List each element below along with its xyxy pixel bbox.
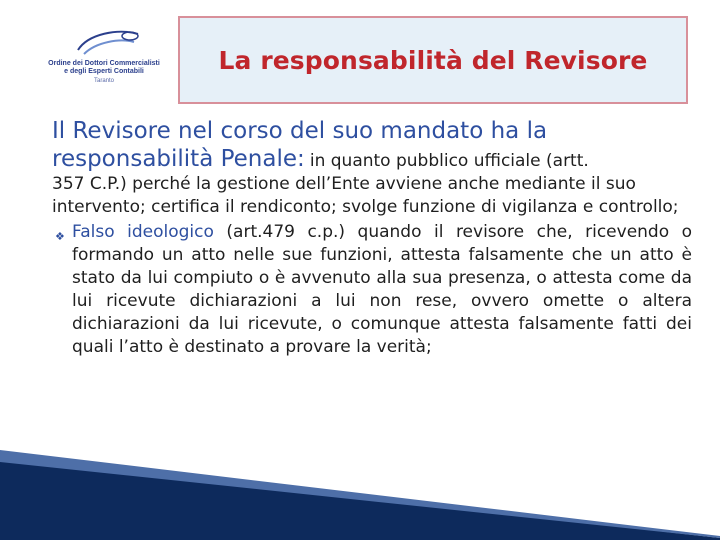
- body-paragraph: 357 C.P.) perché la gestione dell’Ente avviene anche mediante il suo intervento; certifica il rendiconto; svolge funzione di vigilanza e controllo;: [52, 174, 679, 217]
- logo-line-1: Ordine dei Dottori Commercialisti: [48, 60, 160, 67]
- bullet-item: [52, 221, 692, 359]
- title-box: [178, 16, 688, 104]
- heading-penale: responsabilità Penale:: [52, 146, 305, 172]
- slide-title: La responsabilità del Revisore: [218, 45, 648, 75]
- logo-line-3: Taranto: [93, 78, 114, 84]
- heading-line-2: [52, 145, 692, 173]
- bullet-square-icon: ❖: [55, 230, 65, 243]
- bullet-lead: Falso ideologico: [72, 222, 214, 242]
- slide-body: [52, 117, 692, 359]
- heading-line-1: Il Revisore nel corso del suo mandato ha la: [52, 118, 548, 144]
- decorative-bottom-swoosh: [0, 450, 720, 540]
- logo-swirl-icon: [68, 24, 148, 60]
- logo-line-2: e degli Esperti Contabili: [64, 68, 144, 75]
- bullet-text: (art.479 c.p.) quando il revisore che, ricevendo o formando un atto nelle sue funzioni, attesta falsamente che un atto è stato da lui compiuto o è avvenuto alla sua presenza, o attesta come da lui ricevute dichiarazioni a lui non rese, ovvero omette o altera dichiarazioni da lui ricevute, o comunque attesta falsamente fatti dei quali l’atto è destinato a provare la verità;: [72, 222, 693, 357]
- heading-tail: in quanto pubblico ufficiale (artt.: [309, 151, 589, 171]
- logo: [30, 22, 178, 104]
